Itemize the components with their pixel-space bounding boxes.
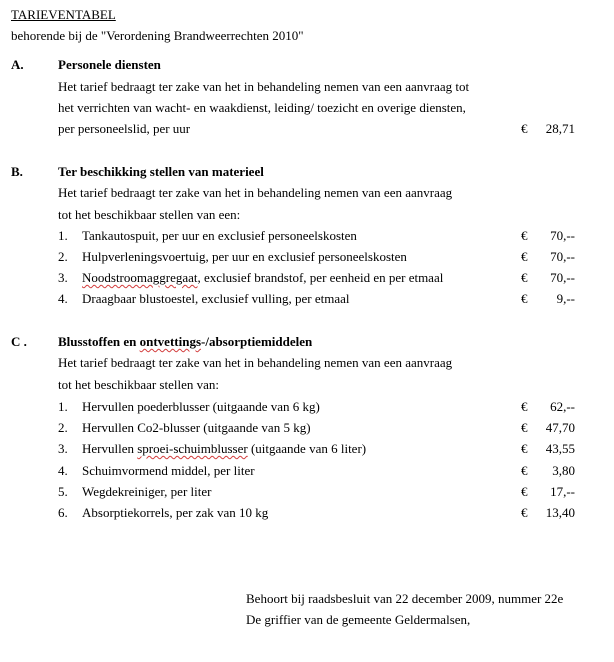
- item-text: Wegdekreiniger, per liter: [82, 484, 212, 499]
- section-c-intro: Het tarief bedraagt ter zake van het in behandeling nemen van een aanvraag: [58, 355, 453, 370]
- item-currency: €: [521, 270, 528, 285]
- item-number: 3.: [58, 270, 68, 285]
- item-text: Hervullen poederblusser (uitgaande van 6 kg): [82, 399, 320, 414]
- section-a-amount: 28,71: [545, 121, 575, 136]
- misspelled-word: Noodstroomaggregaat: [82, 270, 198, 285]
- item-currency: €: [521, 228, 528, 243]
- item-amount: 70,--: [550, 249, 575, 264]
- item-number: 6.: [58, 505, 68, 520]
- item-currency: €: [521, 291, 528, 306]
- item-number: 2.: [58, 249, 68, 264]
- section-a-letter: A.: [11, 57, 24, 72]
- item-number: 1.: [58, 399, 68, 414]
- item-amount: 47,70: [545, 420, 575, 435]
- item-text: Hervullen Co2-blusser (uitgaande van 5 kg): [82, 420, 311, 435]
- section-b-intro: tot het beschikbaar stellen van een:: [58, 207, 241, 222]
- heading-part: -/absorptiemiddelen: [201, 334, 313, 349]
- item-amount: 9,--: [556, 291, 575, 306]
- item-currency: €: [521, 505, 528, 520]
- item-amount: 70,--: [550, 228, 575, 243]
- section-c-heading: [58, 334, 312, 350]
- item-currency: €: [521, 399, 528, 414]
- item-currency: €: [521, 463, 528, 478]
- item-currency: €: [521, 249, 528, 264]
- footer-signatory: De griffier van de gemeente Geldermalsen,: [246, 612, 471, 627]
- item-text: [82, 270, 443, 286]
- item-text: Hulpverleningsvoertuig, per uur en exclusief personeelskosten: [82, 249, 407, 264]
- item-number: 4.: [58, 291, 68, 306]
- section-a-line: het verrichten van wacht- en waakdienst, leiding/ toezicht en overige diensten,: [58, 100, 466, 115]
- section-a-currency: €: [521, 121, 528, 136]
- section-c-letter: C .: [11, 334, 27, 349]
- misspelled-word: sproei-schuimblusser: [137, 441, 248, 456]
- footer-resolution: Behoort bij raadsbesluit van 22 december 2009, nummer 22e: [246, 591, 564, 606]
- item-text-part: Hervullen: [82, 441, 138, 456]
- item-amount: 43,55: [545, 441, 575, 456]
- item-amount: 3,80: [552, 463, 575, 478]
- section-a-line: Het tarief bedraagt ter zake van het in behandeling nemen van een aanvraag tot: [58, 79, 470, 94]
- item-currency: €: [521, 484, 528, 499]
- item-text-rest: , exclusief brandstof, per eenheid en per etmaal: [197, 270, 444, 285]
- heading-part: Blusstoffen en: [58, 334, 140, 349]
- item-text: Tankautospuit, per uur en exclusief personeelskosten: [82, 228, 357, 243]
- section-a-line: per personeelslid, per uur: [58, 121, 191, 136]
- section-b-intro: Het tarief bedraagt ter zake van het in behandeling nemen van een aanvraag: [58, 185, 453, 200]
- section-a-heading: Personele diensten: [58, 57, 161, 72]
- item-number: 3.: [58, 441, 68, 456]
- misspelled-word: ontvettings: [139, 334, 202, 349]
- item-amount: 17,--: [550, 484, 575, 499]
- section-b-letter: B.: [11, 164, 23, 179]
- item-number: 2.: [58, 420, 68, 435]
- item-text: Absorptiekorrels, per zak van 10 kg: [82, 505, 269, 520]
- item-text-part: (uitgaande van 6 liter): [247, 441, 367, 456]
- item-number: 4.: [58, 463, 68, 478]
- item-currency: €: [521, 420, 528, 435]
- section-c-intro: tot het beschikbaar stellen van:: [58, 377, 220, 392]
- item-number: 1.: [58, 228, 68, 243]
- item-text: [82, 441, 366, 457]
- item-amount: 70,--: [550, 270, 575, 285]
- document-title: TARIEVENTABEL: [11, 7, 116, 22]
- document-subtitle: behorende bij de "Verordening Brandweerrechten 2010": [11, 28, 304, 43]
- section-b-heading: Ter beschikking stellen van materieel: [58, 164, 264, 179]
- item-amount: 13,40: [545, 505, 575, 520]
- item-amount: 62,--: [550, 399, 575, 414]
- item-number: 5.: [58, 484, 68, 499]
- item-text: Schuimvormend middel, per liter: [82, 463, 255, 478]
- item-currency: €: [521, 441, 528, 456]
- item-text: Draagbaar blustoestel, exclusief vulling, per etmaal: [82, 291, 350, 306]
